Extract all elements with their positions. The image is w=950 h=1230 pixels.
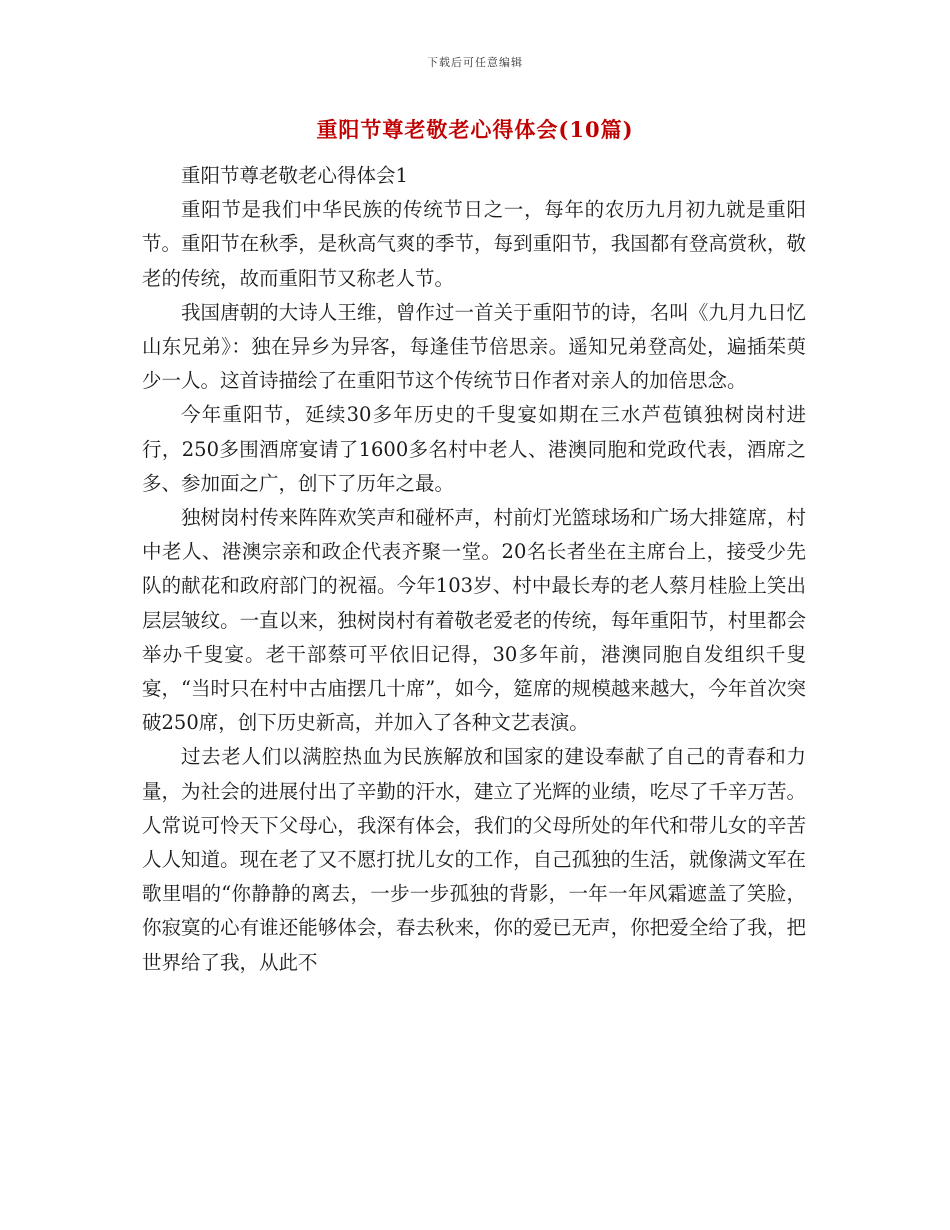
section-subtitle: 重阳节尊老敬老心得体会1 [181, 164, 408, 187]
paragraph-2: 我国唐朝的大诗人王维，曾作过一首关于重阳节的诗，名叫《九月九日忆山东兄弟》：独在异乡为异客，每逢佳节倍思亲。遥知兄弟登高处，遍插茱萸少一人。这首诗描绘了在重阳节这个传统节日作者对亲人的加倍思念。 [142, 300, 806, 393]
document-title: 重阳节尊老敬老心得体会(10篇) [316, 117, 634, 142]
paragraph-5: 过去老人们以满腔热血为民族解放和国家的建设奉献了自己的青春和力量，为社会的进展付出了辛勤的汗水，建立了光辉的业绩，吃尽了千辛万苦。人常说可怜天下父母心，我深有体会，我们的父母所处的年代和带儿女的辛苦人人知道。现在老了又不愿打扰儿女的工作，自己孤独的生活，就像满文军在歌里唱的“你静静的离去，一步一步孤独的背影，一年一年风霜遮盖了笑脸，你寂寞的心有谁还能够体会，春去秋来，你的爱已无声，你把爱全给了我，把世界给了我，从此不 [142, 745, 806, 974]
document-body [142, 159, 806, 980]
page-header-note: 下载后可任意编辑 [427, 56, 523, 69]
paragraph-4: 独树岗村传来阵阵欢笑声和碰杯声，村前灯光篮球场和广场大排筵席，村中老人、港澳宗亲和政企代表齐聚一堂。20名长者坐在主席台上，接受少先队的献花和政府部门的祝福。今年103岁、村中最长寿的老人蔡月桂脸上笑出层层皱纹。一直以来，独树岗村有着敬老爱老的传统，每年重阳节，村里都会举办千叟宴。老干部蔡可平依旧记得，30多年前，港澳同胞自发组织千叟宴，“当时只在村中古庙摆几十席”，如今，筵席的规模越来越大，今年首次突破250席，创下历史新高，并加入了各种文艺表演。 [142, 506, 806, 735]
paragraph-1: 重阳节是我们中华民族的传统节日之一，每年的农历九月初九就是重阳节。重阳节在秋季，是秋高气爽的季节，每到重阳节，我国都有登高赏秋，敬老的传统，故而重阳节又称老人节。 [142, 198, 806, 290]
paragraph-3: 今年重阳节，延续30多年历史的千叟宴如期在三水芦苞镇独树岗村进行，250多围酒席宴请了1600多名村中老人、港澳同胞和党政代表，酒席之多、参加面之广，创下了历年之最。 [142, 403, 806, 495]
